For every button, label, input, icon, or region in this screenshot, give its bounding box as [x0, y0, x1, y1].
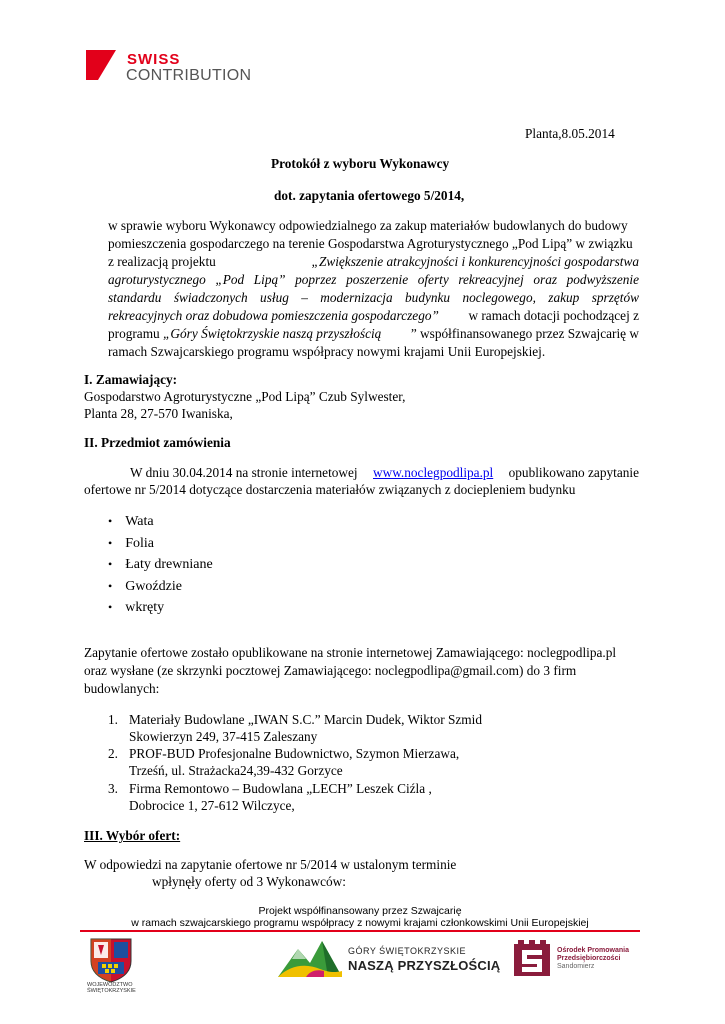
intro-line-5: standardu świadczonych usług – modernizacja budynku noclegowego, zakup sprzętów — [108, 290, 639, 305]
intro-line-3 — [108, 253, 639, 271]
firm-2-line-1: PROF-BUD Profesjonalne Budownictwo, Szymon Mierzawa, — [129, 746, 460, 761]
firm-2-line-2: Trześń, ul. Strażacka24,39-432 Gorzyce — [129, 763, 343, 778]
section-2-text-a: W dniu 30.04.2014 na stronie internetowej — [130, 465, 358, 480]
intro-line-7-c: ” współfinansowanego przez Szwajcarię w — [410, 326, 639, 341]
firm-3-line-1: Firma Remontowo – Budowlana „LECH” Leszek Ciźla , — [129, 781, 432, 796]
list-item: • Gwoździe — [108, 578, 182, 594]
section-2-para-2-line-2: oraz wysłane (ze skrzynki pocztowej Zamawiającego: noclegpodlipa@gmail.com) do 3 firm — [84, 663, 577, 678]
list-item: • Łaty drewniane — [108, 557, 213, 572]
intro-line-3-b: „Zwiększenie atrakcyjności i konkurencyjności gospodarstwa — [311, 254, 639, 269]
intro-line-6 — [108, 307, 639, 325]
mountains-logo-icon — [276, 937, 344, 984]
logo-text-swiss: SWISS — [127, 51, 181, 68]
section-1-line-1: Gospodarstwo Agroturystyczne „Pod Lipą” Czub Sylwester, — [84, 389, 406, 404]
intro-line-4: agroturystycznego „Pod Lipą” poprzez poszerzenie oferty rekreacyjnej oraz podwyższenie — [108, 272, 639, 287]
intro-line-6-a: rekreacyjnych oraz dobudowa pomieszczenia gospodarczego” — [108, 308, 439, 323]
footer-line-1: Projekt współfinansowany przez Szwajcarię — [258, 905, 462, 917]
section-3-line-2: wpłynęły oferty od 3 Wykonawców: — [152, 874, 346, 889]
materials-list — [108, 511, 213, 619]
opp-logo-icon — [512, 938, 552, 983]
coat-of-arms-icon — [88, 937, 134, 988]
intro-line-1: w sprawie wyboru Wykonawcy odpowiedzialnego za zakup materiałów budowlanych do budowy — [108, 218, 628, 233]
section-3-line-1: W odpowiedzi na zapytanie ofertowe nr 5/2014 w ustalonym terminie — [84, 857, 457, 872]
document-subtitle: dot. zapytania ofertowego 5/2014, — [274, 188, 465, 203]
bullet-icon: • — [108, 600, 113, 614]
footer-divider — [80, 930, 640, 932]
list-item: • Folia — [108, 535, 154, 551]
bullet-icon: • — [108, 557, 113, 571]
bullet-icon: • — [108, 535, 113, 550]
section-2-para-2-line-1: Zapytanie ofertowe zostało opublikowane na stronie internetowej Zamawiającego: noclegpodlipa.pl — [84, 645, 617, 660]
intro-line-7-a: programu — [108, 326, 160, 341]
gory-logo-text: GÓRY ŚWIĘTOKRZYSKIE NASZĄ PRZYSZŁOŚCIĄ — [348, 946, 501, 973]
intro-line-3-a: z realizacją projektu — [108, 254, 216, 269]
section-2-heading: II. Przedmiot zamówienia — [84, 435, 231, 450]
opp-logo-text: Ośrodek Promowania Przedsiębiorczości Sandomierz — [557, 947, 629, 970]
section-2-para-1-line-2: ofertowe nr 5/2014 dotyczące dostarczenia materiałów związanych z dociepleniem budynku — [84, 482, 576, 497]
firm-1-line-2: Skowierzyn 249, 37-415 Zaleszany — [129, 729, 318, 744]
intro-line-7-b: „Góry Świętokrzyskie naszą przyszłością — [163, 326, 382, 341]
intro-line-6-b: w ramach dotacji pochodzącej z — [468, 308, 639, 323]
section-1-heading: I. Zamawiający: — [84, 372, 178, 387]
firm-2-number: 2. — [108, 746, 118, 761]
coat-caption: WOJEWÓDZTWO ŚWIĘTOKRZYSKIE — [87, 982, 136, 994]
section-2-para-2-line-3: budowlanych: — [84, 681, 160, 696]
intro-line-2: pomieszczenia gospodarczego na terenie Gospodarstwa Agroturystycznego „Pod Lipą” w związku — [108, 236, 633, 251]
document-title: Protokół z wyboru Wykonawcy — [271, 156, 450, 171]
section-2-para-1-line-1 — [130, 464, 639, 482]
website-link[interactable]: www.noclegpodlipa.pl — [372, 465, 494, 480]
logo-text-contribution: CONTRIBUTION — [126, 67, 252, 84]
bullet-icon: • — [108, 578, 113, 593]
intro-line-8: ramach Szwajcarskiego programu współpracy nowymi krajami Unii Europejskiej. — [108, 344, 546, 359]
list-item: • wkręty — [108, 600, 165, 615]
intro-line-7 — [108, 325, 639, 343]
swiss-cross-logo-icon — [86, 50, 116, 80]
section-2-text-b: opublikowano zapytanie — [508, 465, 639, 480]
firm-3-number: 3. — [108, 781, 118, 796]
section-1-line-2: Planta 28, 27-570 Iwaniska, — [84, 406, 233, 421]
footer-line-2: w ramach szwajcarskiego programu współpracy z nowymi krajami członkowskimi Unii Europejskiej — [131, 917, 589, 929]
firm-3-line-2: Dobrocice 1, 27-612 Wilczyce, — [129, 798, 295, 813]
firm-1-number: 1. — [108, 712, 118, 727]
firm-1-line-1: Materiały Budowlane „IWAN S.C.” Marcin Dudek, Wiktor Szmid — [129, 712, 482, 727]
place-date: Planta,8.05.2014 — [525, 126, 615, 141]
section-3-heading: III. Wybór ofert: — [84, 828, 181, 843]
bullet-icon: • — [108, 514, 113, 528]
list-item: • Wata — [108, 514, 154, 529]
